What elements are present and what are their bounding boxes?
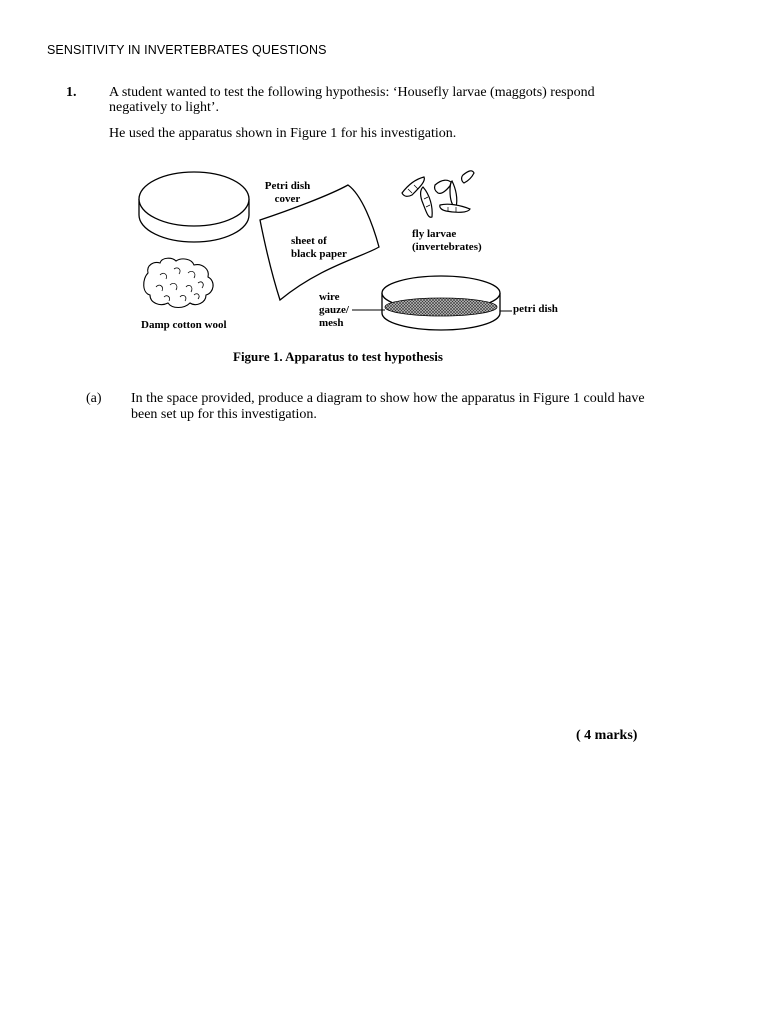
apparatus-diagram xyxy=(130,165,600,370)
figure-caption: Figure 1. Apparatus to test hypothesis xyxy=(233,349,443,364)
petri-dish-drawing xyxy=(382,276,500,330)
question-apparatus-text: He used the apparatus shown in Figure 1 for his investigation. xyxy=(109,126,457,141)
label-fly-larvae-line2: (invertebrates) xyxy=(412,241,482,253)
figure-apparatus xyxy=(130,165,600,370)
label-cotton-wool: Damp cotton wool xyxy=(141,319,227,331)
question-number: 1. xyxy=(66,85,77,100)
document-header: SENSITIVITY IN INVERTEBRATES QUESTIONS xyxy=(47,43,327,57)
label-petri-dish-cover xyxy=(260,180,315,206)
question-hypothesis-text: A student wanted to test the following hypothesis: ‘Housefly larvae (maggots) respond negatively to light’. xyxy=(109,85,595,115)
label-wire-gauze-line3: mesh xyxy=(319,317,344,329)
label-fly-larvae-line1: fly larvae xyxy=(412,228,457,240)
label-black-paper-line1: sheet of xyxy=(291,235,327,247)
part-a-marks: ( 4 marks) xyxy=(576,728,638,743)
fly-larvae-drawing xyxy=(402,171,474,217)
wire-gauze-drawing xyxy=(385,298,497,316)
label-wire-gauze xyxy=(319,291,349,330)
petri-dish-cover-drawing xyxy=(139,172,249,242)
part-a-label: (a) xyxy=(86,391,102,406)
label-wire-gauze-line2: gauze/ xyxy=(319,304,349,316)
label-petri-dish-cover-line1: Petri dish xyxy=(264,180,311,192)
label-petri-dish-cover-line2: cover xyxy=(274,193,301,205)
part-a-text: In the space provided, produce a diagram to show how the apparatus in Figure 1 could have been set up for this investigation. xyxy=(131,391,645,422)
label-petri-dish: petri dish xyxy=(513,303,558,315)
label-wire-gauze-line1: wire xyxy=(319,291,340,303)
label-black-paper-line2: black paper xyxy=(291,248,347,260)
label-black-paper xyxy=(291,235,347,261)
label-fly-larvae xyxy=(412,228,482,254)
cotton-wool-drawing xyxy=(144,258,213,307)
